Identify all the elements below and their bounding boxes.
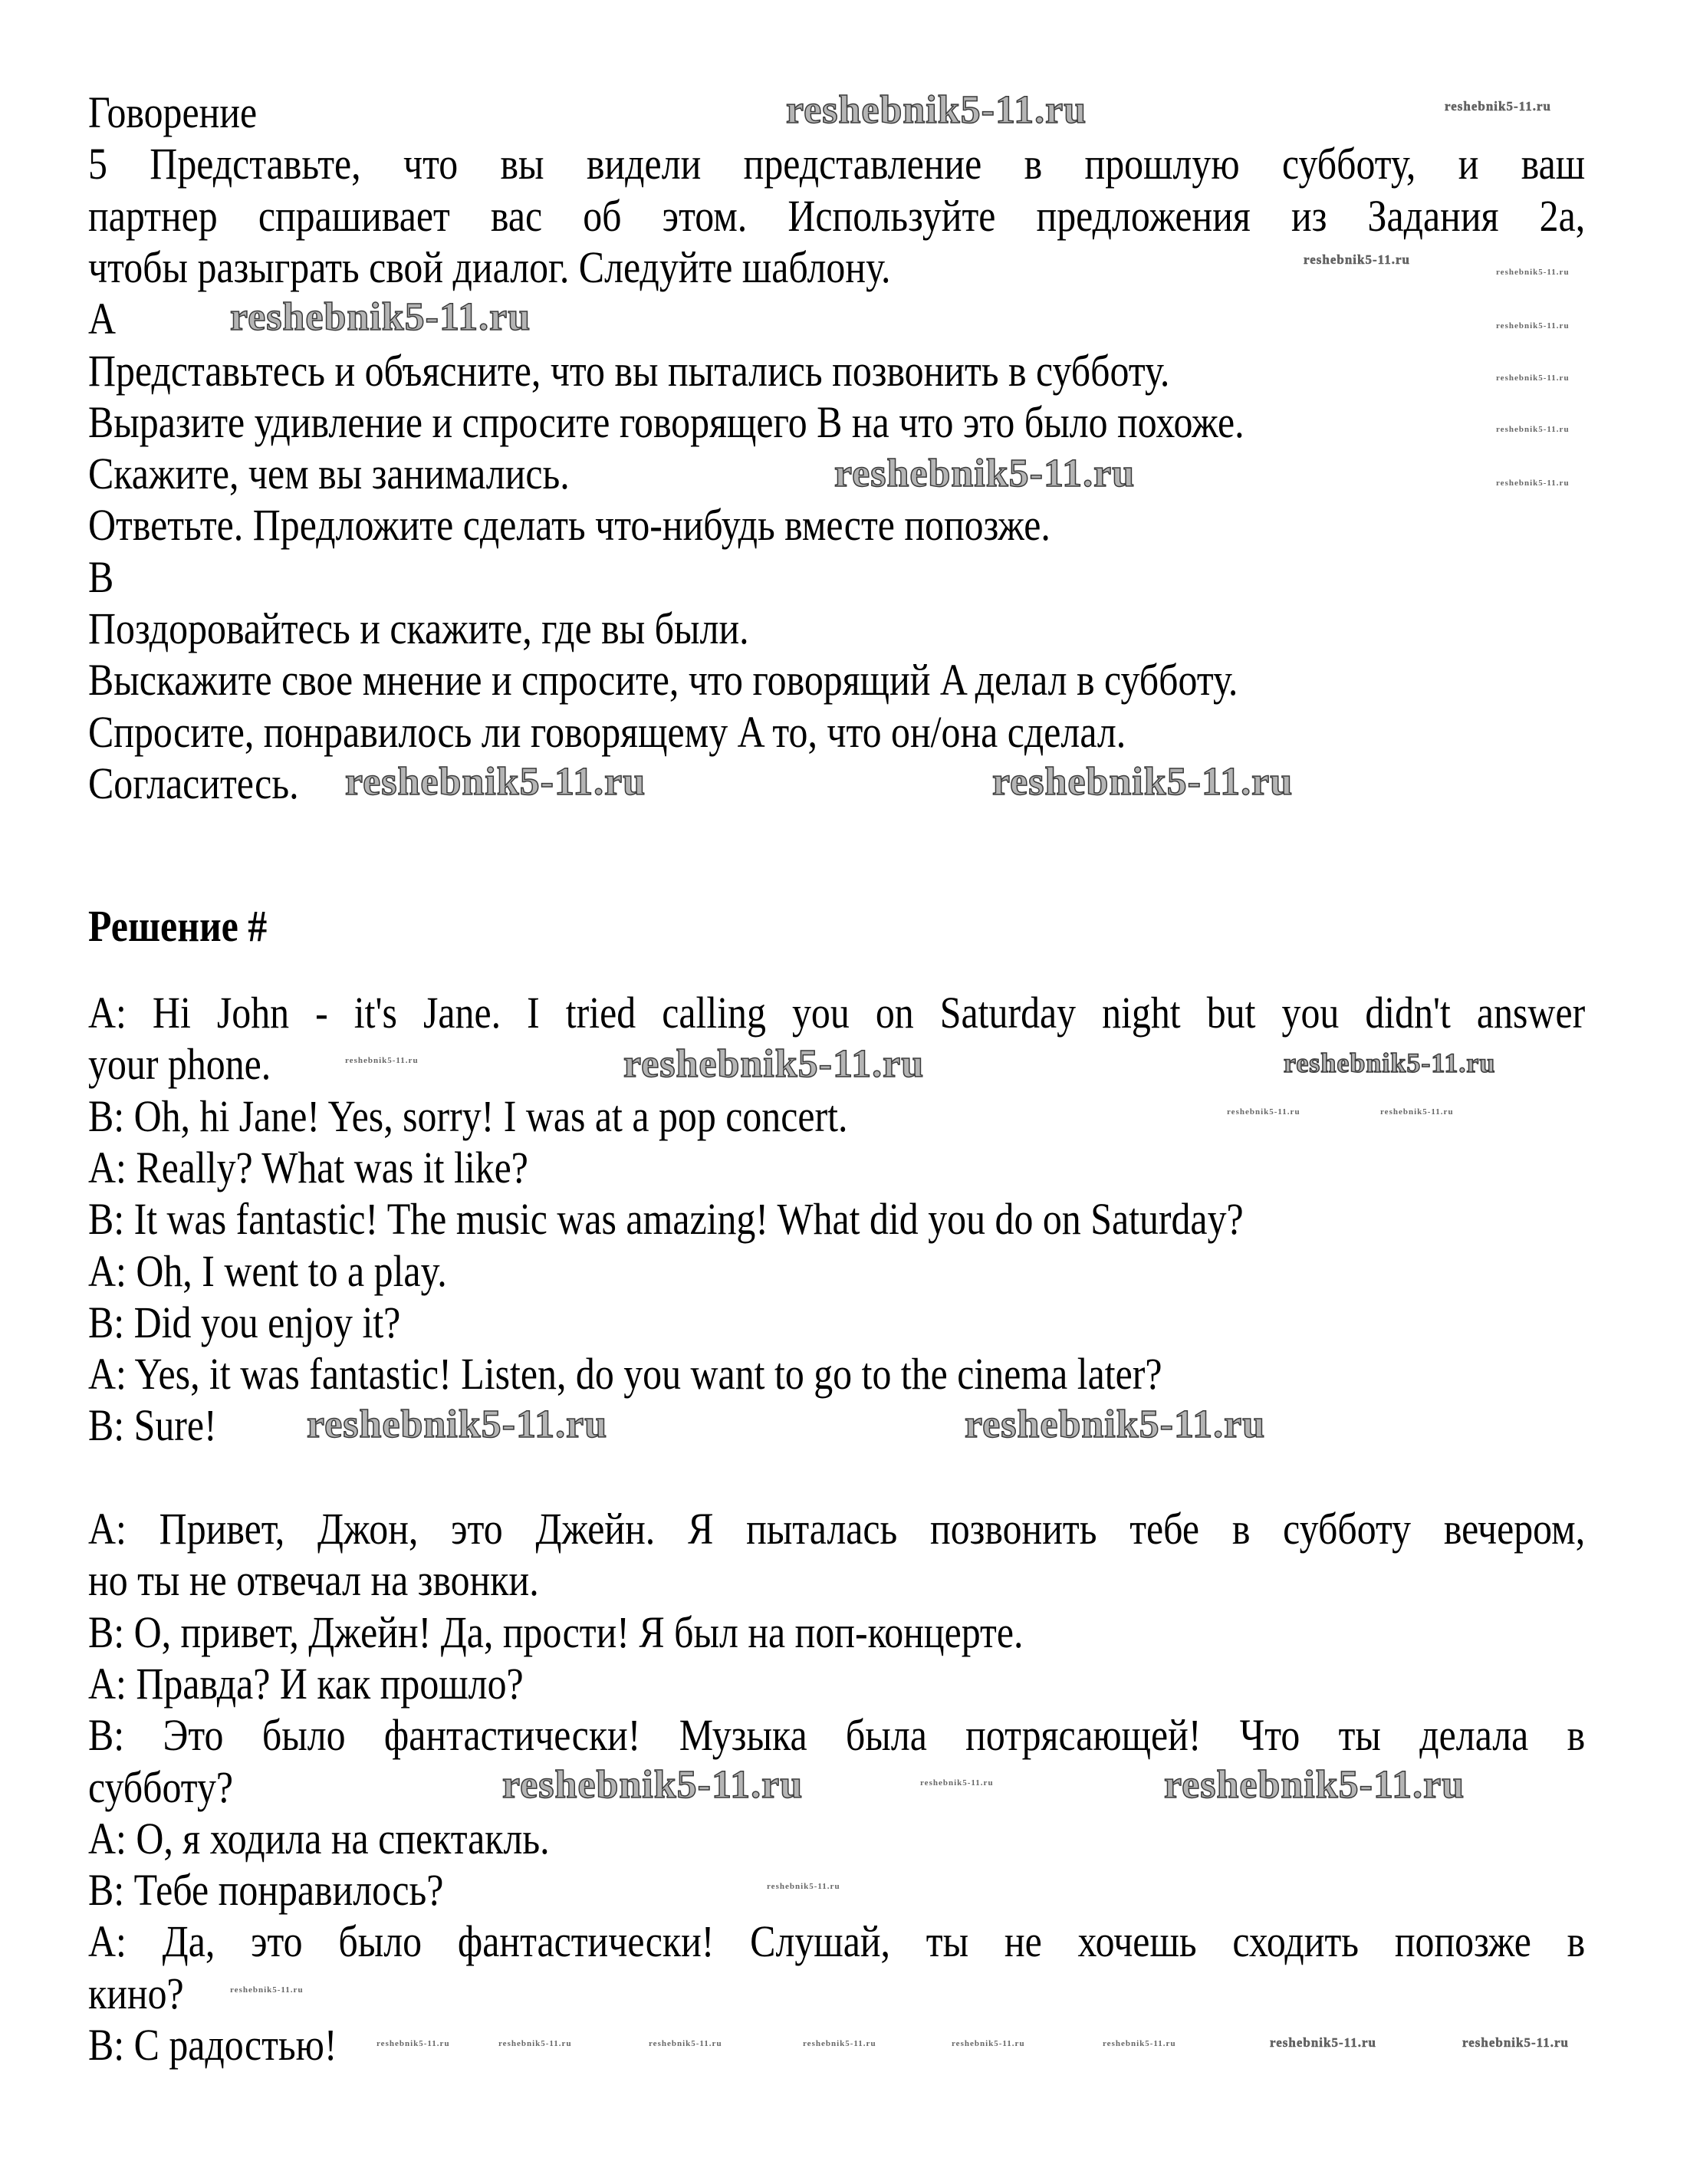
section-heading: Говорение (88, 87, 258, 137)
watermark: reshebnik5-11.ru (1496, 373, 1570, 383)
watermark: reshebnik5-11.ru (1227, 1107, 1300, 1117)
watermark: reshebnik5-11.ru (952, 2039, 1025, 2048)
solution-title: Решение # (88, 901, 268, 951)
watermark: reshebnik5-11.ru (992, 760, 1294, 804)
watermark: reshebnik5-11.ru (649, 2039, 722, 2048)
task-text-line: партнер спрашивает вас об этом. Используйте предложения из Задания 2a, (88, 190, 1586, 241)
dialogue-line-russian: B: О, привет, Джейн! Да, прости! Я был на поп-концерте. (88, 1607, 1024, 1657)
watermark: reshebnik5-11.ru (1380, 1107, 1454, 1117)
dialogue-line-english: A: Hi John - it's Jane. I tried calling you on Saturday night but you didn't answer (88, 988, 1586, 1038)
task-text-line: Выскажите свое мнение и спросите, что говорящий A делал в субботу. (88, 655, 1238, 706)
dialogue-line-russian: A: О, я ходила на спектакль. (88, 1813, 550, 1863)
watermark: reshebnik5-11.ru (920, 1778, 994, 1788)
dialogue-line-english: A: Oh, I went to a play. (88, 1245, 447, 1296)
task-text-line: Представьтесь и объясните, что вы пытались позвонить в субботу. (88, 345, 1170, 396)
dialogue-line-russian: кино? (88, 1968, 184, 2018)
watermark: reshebnik5-11.ru (786, 88, 1087, 132)
task-text-line: B (88, 551, 114, 602)
watermark: reshebnik5-11.ru (345, 760, 646, 804)
dialogue-line-russian: A: Привет, Джон, это Джейн. Я пыталась позвонить тебе в субботу вечером, (88, 1504, 1586, 1554)
watermark: reshebnik5-11.ru (230, 1985, 304, 1995)
watermark: reshebnik5-11.ru (1284, 1048, 1496, 1078)
dialogue-line-english: B: Sure! (88, 1400, 217, 1451)
watermark: reshebnik5-11.ru (498, 2039, 572, 2048)
watermark: reshebnik5-11.ru (376, 2039, 450, 2048)
watermark: reshebnik5-11.ru (803, 2039, 876, 2048)
watermark: reshebnik5-11.ru (307, 1403, 608, 1446)
watermark: reshebnik5-11.ru (1270, 2035, 1376, 2050)
dialogue-line-russian: A: Да, это было фантастически! Слушай, ты не хочешь сходить попозже в (88, 1916, 1586, 1967)
dialogue-line-english: your phone. (88, 1039, 271, 1090)
watermark: reshebnik5-11.ru (502, 1763, 804, 1807)
task-text-line: Согласитесь. (88, 758, 299, 808)
dialogue-line-english: B: Oh, hi Jane! Yes, sorry! I was at a pop concert. (88, 1090, 848, 1141)
watermark: reshebnik5-11.ru (1164, 1763, 1465, 1807)
watermark: reshebnik5-11.ru (345, 1056, 419, 1065)
watermark: reshebnik5-11.ru (1496, 321, 1570, 331)
dialogue-line-russian: B: Это было фантастически! Музыка была потрясающей! Что ты делала в (88, 1710, 1586, 1761)
dialogue-line-russian: B: С радостью! (88, 2020, 337, 2070)
dialogue-line-russian: но ты не отвечал на звонки. (88, 1555, 539, 1606)
task-text-line: A (88, 294, 117, 344)
task-text-line: Ответьте. Предложите сделать что-нибудь вместе попозже. (88, 500, 1050, 551)
watermark: reshebnik5-11.ru (1304, 252, 1410, 267)
watermark: reshebnik5-11.ru (230, 295, 531, 339)
watermark: reshebnik5-11.ru (1103, 2039, 1176, 2048)
watermark: reshebnik5-11.ru (623, 1042, 925, 1086)
dialogue-line-russian: A: Правда? И как прошло? (88, 1658, 524, 1709)
task-text-line: Спросите, понравилось ли говорящему A то, что он/она сделал. (88, 706, 1126, 757)
dialogue-line-english: B: It was fantastic! The music was amazing! What did you do on Saturday? (88, 1194, 1244, 1245)
dialogue-line-english: B: Did you enjoy it? (88, 1297, 401, 1347)
task-text-line: Скажите, чем вы занимались. (88, 449, 570, 499)
watermark: reshebnik5-11.ru (767, 1882, 840, 1891)
task-text-line: чтобы разыграть свой диалог. Следуйте шаблону. (88, 242, 891, 292)
watermark: reshebnik5-11.ru (1462, 2035, 1569, 2050)
dialogue-line-english: A: Really? What was it like? (88, 1142, 528, 1192)
dialogue-line-russian: B: Тебе понравилось? (88, 1865, 444, 1916)
watermark: reshebnik5-11.ru (1496, 479, 1570, 488)
watermark: reshebnik5-11.ru (965, 1403, 1266, 1446)
watermark: reshebnik5-11.ru (1496, 268, 1570, 277)
watermark: reshebnik5-11.ru (834, 452, 1136, 495)
watermark: reshebnik5-11.ru (1445, 99, 1551, 113)
watermark: reshebnik5-11.ru (1496, 425, 1570, 434)
task-text-line: 5 Представьте, что вы видели представление в прошлую субботу, и ваш (88, 139, 1586, 189)
dialogue-line-russian: субботу? (88, 1761, 234, 1812)
task-text-line: Поздоровайтесь и скажите, где вы были. (88, 604, 749, 653)
dialogue-line-english: A: Yes, it was fantastic! Listen, do you want to go to the cinema later? (88, 1349, 1162, 1400)
task-text-line: Выразите удивление и спросите говорящего B на что это было похоже. (88, 396, 1244, 447)
